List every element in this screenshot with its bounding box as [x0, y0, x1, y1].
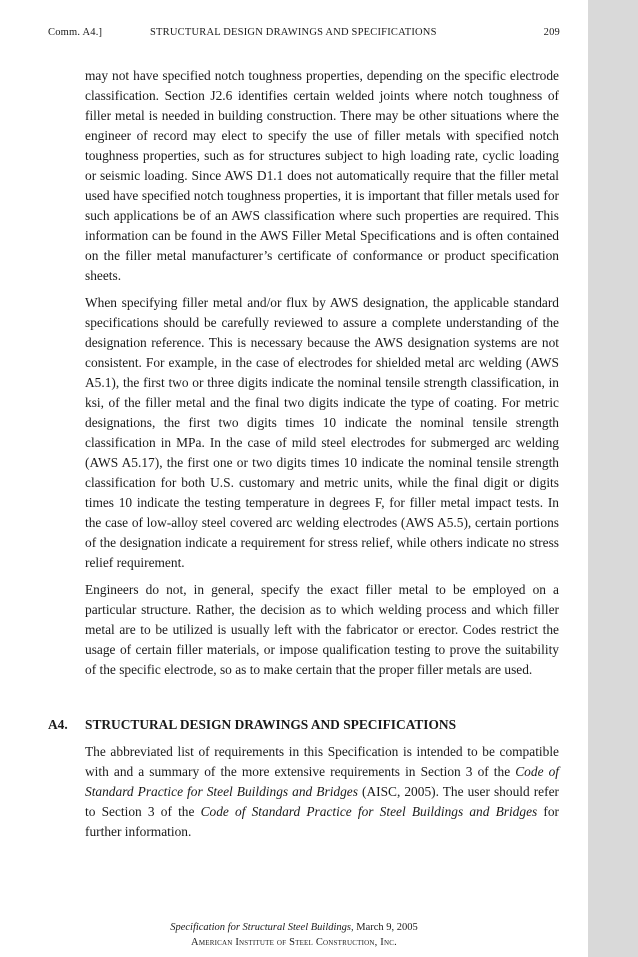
section-text-2: (AISC, 2005). The user should refer to Section 3 of the [85, 784, 559, 819]
code-of-practice-ref-1: Code of Standard Practice for Steel Buildings and Bridges [85, 764, 560, 799]
section-text-1: The abbreviated list of requirements in this Specification is intended to be compatible with and a summary of the more extensive requirements in Section 3 of the [85, 744, 559, 779]
header-title: STRUCTURAL DESIGN DRAWINGS AND SPECIFICATIONS [150, 27, 437, 38]
paragraph-2: When specifying filler metal and/or flux by AWS designation, the applicable standard specifications should be carefully reviewed to assure a complete understanding of the designation reference. This is necessary because the AWS designation systems are not consistent. For example, in the case of electrodes for shielded metal arc welding (AWS A5.1), the first two or three digits indicate the nominal tensile strength classification, in ksi, of the filler metal and the final two digits indicate the type of coating. For metric designations, the first two digits times 10 indicate the nominal tensile strength classification in MPa. In the case of mild steel electrodes for submerged arc welding (AWS A5.17), the first one or two digits times 10 indicate the nominal tensile strength classification for both U.S. customary and metric units, while the final digit or digits times 10 indicate the testing temperature in degrees F, for filler metal impact tests. In the case of low-alloy steel covered arc welding electrodes (AWS A5.5), certain portions of the designation indicate a requirement for stress relief, while others indicate no stress relief requirement. [85, 295, 559, 570]
paragraph-1: may not have specified notch toughness properties, depending on the specific electrode classification. Section J2.6 identifies certain welded joints where notch toughness of filler metal is needed in building construction. There may be other situations where the engineer of record may elect to specify the use of filler metals with specified notch toughness properties, such as for structures subject to high loading rate, cyclic loading or seismic loading. Since AWS D1.1 does not automatically require that the filler metal used have specified notch toughness properties, it is important that filler metals used for such applications be of an AWS classification where such properties are required. This information can be found in the AWS Filler Metal Specifications and is often contained on the filler metal manufacturer’s certificate of conformance or product specification sheets. [85, 68, 559, 283]
paragraph-3: Engineers do not, in general, specify the exact filler metal to be employed on a particular structure. Rather, the decision as to which welding process and which filler metal are to be utilized is usually left with the fabricator or erector. Codes restrict the usage of certain filler materials, or impose qualification testing to prove the suitability of the specific electrode, so as to make certain that the proper filler metals are used. [85, 582, 559, 677]
footer-line-1 [0, 920, 588, 935]
footer-spec-title: Specification for Structural Steel Buildings, [170, 922, 354, 933]
page-margin-bar [588, 0, 638, 957]
section-body [85, 742, 559, 842]
page-footer [0, 920, 588, 950]
header-section-ref: Comm. A4.] [48, 27, 103, 38]
section-text-3: for further information. [85, 804, 560, 839]
page-number: 209 [543, 27, 560, 38]
body-text [85, 66, 559, 687]
code-of-practice-ref-2: Code of Standard Practice for Steel Buildings and Bridges [200, 804, 538, 819]
section-number: A4. [48, 717, 68, 732]
section-title: STRUCTURAL DESIGN DRAWINGS AND SPECIFICATIONS [85, 717, 457, 732]
footer-publisher: American Institute of Steel Construction, Inc. [191, 937, 397, 948]
section-paragraph [85, 742, 559, 842]
footer-date: March 9, 2005 [353, 922, 418, 933]
